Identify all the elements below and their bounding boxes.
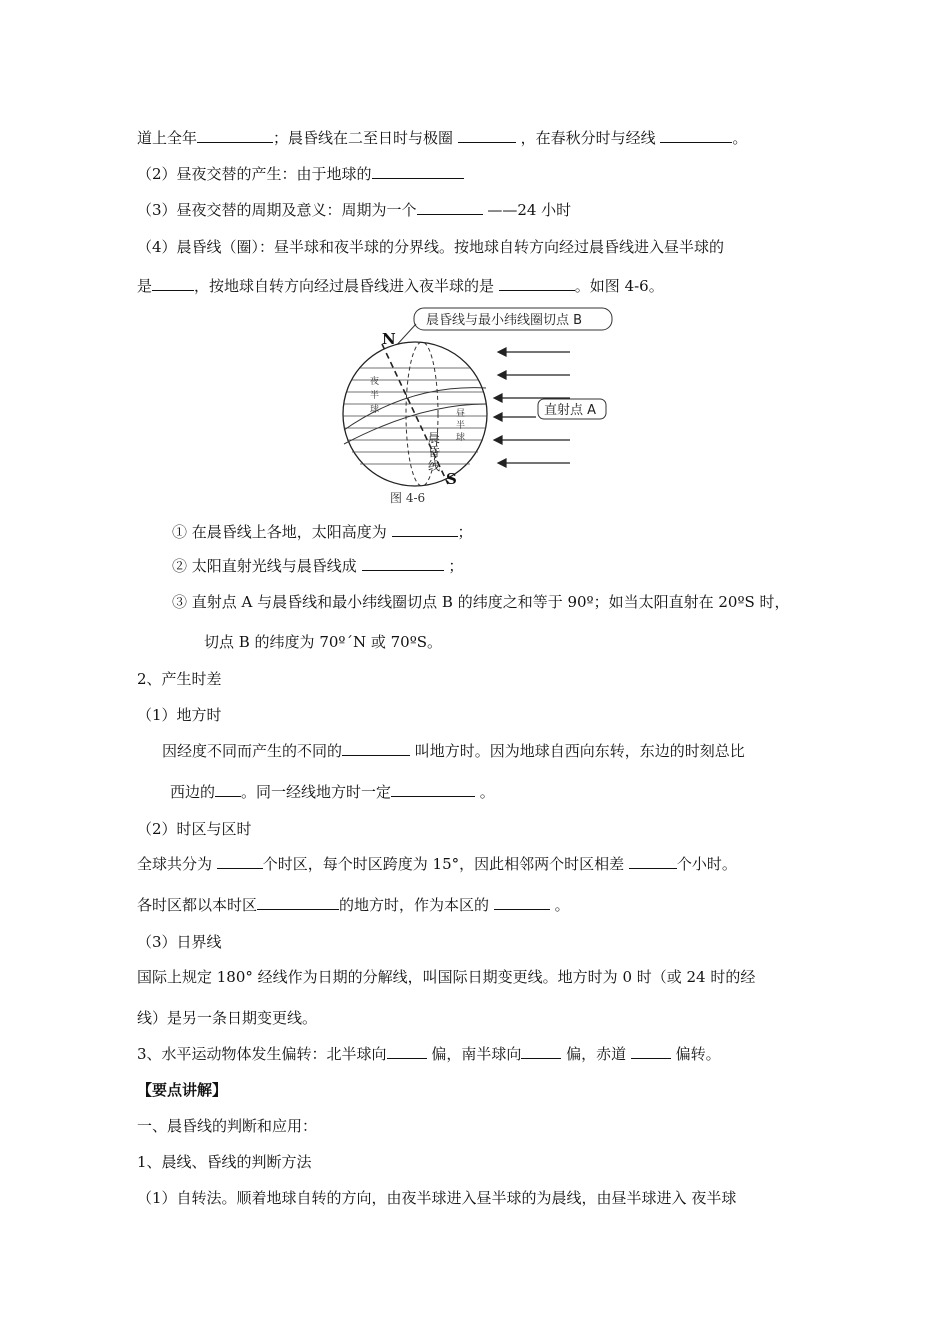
line-20: 3、水平运动物体发生偏转：北半球向 偏，南半球向 偏，赤道 偏转。 bbox=[137, 1045, 721, 1063]
line-13: 西边的 。同一经线地方时一定 。 bbox=[170, 783, 495, 801]
line-1: 道上全年 ；晨昏线在二至日时与极圈 ，在春秋分时与经线 。 bbox=[137, 129, 748, 147]
answer-blank[interactable] bbox=[521, 1044, 561, 1059]
answer-blank[interactable] bbox=[660, 128, 732, 143]
callout-a-text: 直射点 A bbox=[544, 403, 597, 418]
section-heading-key-points: 【要点讲解】 bbox=[137, 1081, 228, 1099]
line-17: （3）日界线 bbox=[137, 933, 222, 951]
line-10: 2、产生时差 bbox=[137, 670, 222, 688]
terminator-label-1: 晨 bbox=[428, 431, 441, 445]
line-9: 切点 B 的纬度为 70º´N 或 70ºS。 bbox=[204, 633, 443, 651]
answer-blank[interactable] bbox=[392, 522, 458, 537]
answer-blank[interactable] bbox=[152, 276, 194, 291]
line-16: 各时区都以本时区 的地方时，作为本区的 。 bbox=[137, 896, 570, 914]
terminator-label-3: 线 bbox=[428, 459, 441, 473]
line-19: 线）是另一条日期变更线。 bbox=[137, 1009, 318, 1027]
answer-blank[interactable] bbox=[387, 1044, 427, 1059]
day-label-2: 半 bbox=[456, 421, 466, 431]
north-pole-label: N bbox=[382, 330, 396, 348]
answer-blank[interactable] bbox=[391, 782, 475, 797]
day-label-3: 球 bbox=[456, 433, 466, 443]
answer-blank[interactable] bbox=[217, 854, 263, 869]
answer-blank[interactable] bbox=[342, 741, 410, 756]
earth-terminator-diagram bbox=[330, 304, 620, 510]
south-pole-label: S bbox=[446, 470, 457, 488]
answer-blank[interactable] bbox=[197, 128, 273, 143]
line-12: 因经度不同而产生的不同的 叫地方时。因为地球自西向东转，东边的时刻总比 bbox=[162, 742, 745, 760]
line-18: 国际上规定 180° 经线作为日期的分解线，叫国际日期变更线。地方时为 0 时（或 24 时的经 bbox=[137, 968, 756, 986]
answer-blank[interactable] bbox=[417, 200, 483, 215]
line-5: 是 ，按地球自转方向经过晨昏线进入夜半球的是 。如图 4-6。 bbox=[137, 277, 664, 295]
answer-blank[interactable] bbox=[362, 556, 444, 571]
callout-b-text: 晨昏线与最小纬线圈切点 B bbox=[426, 313, 583, 328]
line-6: ① 在晨昏线上各地，太阳高度为 ； bbox=[172, 523, 473, 541]
night-label-1: 夜 bbox=[370, 377, 380, 387]
night-label-2: 半 bbox=[370, 391, 380, 401]
answer-blank[interactable] bbox=[499, 276, 575, 291]
answer-blank[interactable] bbox=[629, 854, 677, 869]
line-4: （4）晨昏线（圈）：昼半球和夜半球的分界线。按地球自转方向经过晨昏线进入昼半球的 bbox=[137, 238, 725, 256]
line-24: （1）自转法。顺着地球自转的方向，由夜半球进入昼半球的为晨线，由昼半球进入 夜半球 bbox=[137, 1189, 737, 1207]
line-8: ③ 直射点 A 与晨昏线和最小纬线圈切点 B 的纬度之和等于 90º；如当太阳直射在 20ºS 时， bbox=[172, 593, 790, 611]
line-14: （2）时区与区时 bbox=[137, 820, 252, 838]
line-7: ② 太阳直射光线与晨昏线成 ； bbox=[172, 557, 464, 575]
answer-blank[interactable] bbox=[215, 782, 241, 797]
line-15: 全球共分为 个时区，每个时区跨度为 15°，因此相邻两个时区相差 个小时。 bbox=[137, 855, 737, 873]
line-2: （2）昼夜交替的产生：由于地球的 bbox=[137, 164, 464, 184]
answer-blank[interactable] bbox=[257, 895, 339, 910]
line-11: （1）地方时 bbox=[137, 706, 222, 724]
answer-blank[interactable] bbox=[631, 1044, 671, 1059]
night-label-3: 球 bbox=[370, 405, 380, 415]
terminator-label-2: 昏 bbox=[428, 445, 441, 459]
figure-caption: 图 4-6 bbox=[390, 491, 426, 505]
answer-blank[interactable] bbox=[494, 895, 550, 910]
line-22: 一、晨昏线的判断和应用： bbox=[137, 1117, 318, 1135]
line-23: 1、晨线、昏线的判断方法 bbox=[137, 1153, 312, 1171]
answer-blank[interactable] bbox=[372, 164, 464, 179]
line-3: （3）昼夜交替的周期及意义：周期为一个 ——24 小时 bbox=[137, 201, 572, 219]
day-label-1: 昼 bbox=[456, 409, 466, 419]
answer-blank[interactable] bbox=[458, 128, 516, 143]
